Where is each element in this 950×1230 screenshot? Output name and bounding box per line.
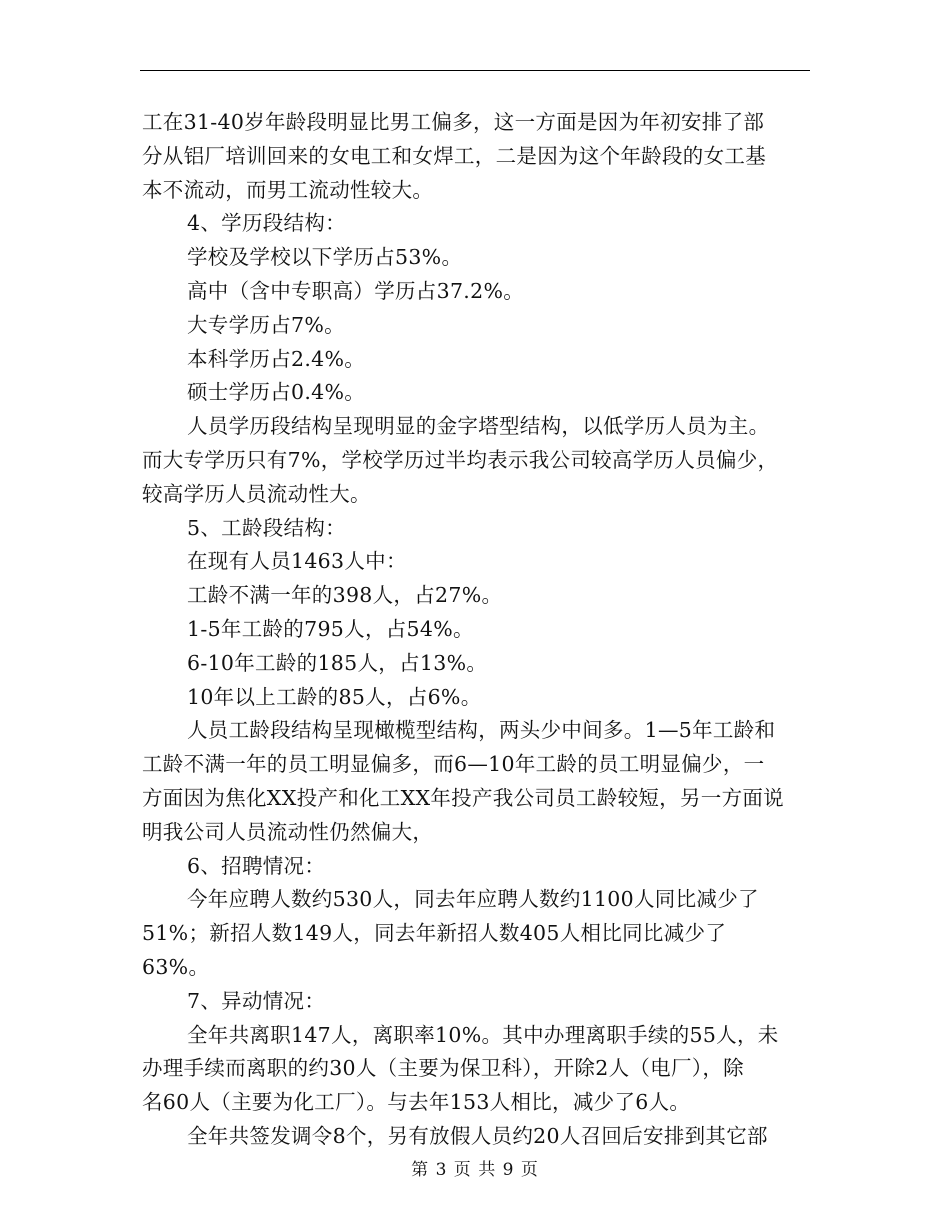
text-line: 51%；新招人数149人，同去年新招人数405人相比同比减少了 — [142, 921, 727, 946]
section-heading: 5、工龄段结构： — [187, 515, 346, 540]
text-line: 学校及学校以下学历占53%。 — [187, 245, 463, 270]
text-line: 高中（含中专职高）学历占37.2%。 — [187, 278, 525, 303]
text-line: 名60人（主要为化工厂）。与去年153人相比，减少了6人。 — [142, 1090, 691, 1115]
text-line: 本不流动，而男工流动性较大。 — [142, 177, 434, 202]
text-line: 明我公司人员流动性仍然偏大， — [142, 819, 434, 844]
text-line: 分从铝厂培训回来的女电工和女焊工，二是因为这个年龄段的女工基 — [142, 143, 766, 168]
text-line: 6-10年工龄的185人，占13%。 — [187, 650, 488, 675]
text-line: 办理手续而离职的约30人（主要为保卫科），开除2人（电厂），除 — [142, 1056, 744, 1081]
text-line: 全年共离职147人，离职率10%。其中办理离职手续的55人，未 — [187, 1022, 779, 1047]
text-line: 63%。 — [142, 954, 210, 979]
text-line: 大专学历占7%。 — [187, 312, 345, 337]
text-line: 较高学历人员流动性大。 — [142, 481, 371, 506]
page-number: 第 3 页 共 9 页 — [411, 1160, 539, 1180]
text-line: 工龄不满一年的员工明显偏多，而6—10年工龄的员工明显偏少，一 — [142, 752, 765, 777]
section-heading: 4、学历段结构： — [187, 211, 346, 236]
text-line: 方面因为焦化XX投产和化工XX年投产我公司员工龄较短，另一方面说 — [142, 785, 784, 810]
text-line: 10年以上工龄的85人，占6%。 — [187, 684, 482, 709]
section-heading: 7、异动情况： — [187, 988, 326, 1013]
header-rule — [140, 70, 810, 71]
document-body — [142, 106, 817, 1154]
text-line: 人员学历段结构呈现明显的金字塔型结构，以低学历人员为主。 — [187, 414, 770, 439]
text-line: 而大专学历只有7%，学校学历过半均表示我公司较高学历人员偏少， — [142, 447, 779, 472]
text-line: 本科学历占2.4%。 — [187, 346, 366, 371]
text-line: 全年共签发调令8个，另有放假人员约20人召回后安排到其它部 — [187, 1123, 768, 1148]
text-line: 在现有人员1463人中： — [187, 549, 407, 574]
text-line: 工在31-40岁年龄段明显比男工偏多，这一方面是因为年初安排了部 — [142, 110, 765, 134]
text-line: 工龄不满一年的398人，占27%。 — [187, 583, 503, 608]
text-line: 人员工龄段结构呈现橄榄型结构，两头少中间多。1—5年工龄和 — [187, 718, 776, 743]
text-line: 1-5年工龄的795人，占54%。 — [187, 616, 474, 641]
text-line: 今年应聘人数约530人，同去年应聘人数约1100人同比减少了 — [187, 887, 759, 912]
section-heading: 6、招聘情况： — [187, 853, 326, 878]
text-line: 硕士学历占0.4%。 — [187, 380, 366, 405]
